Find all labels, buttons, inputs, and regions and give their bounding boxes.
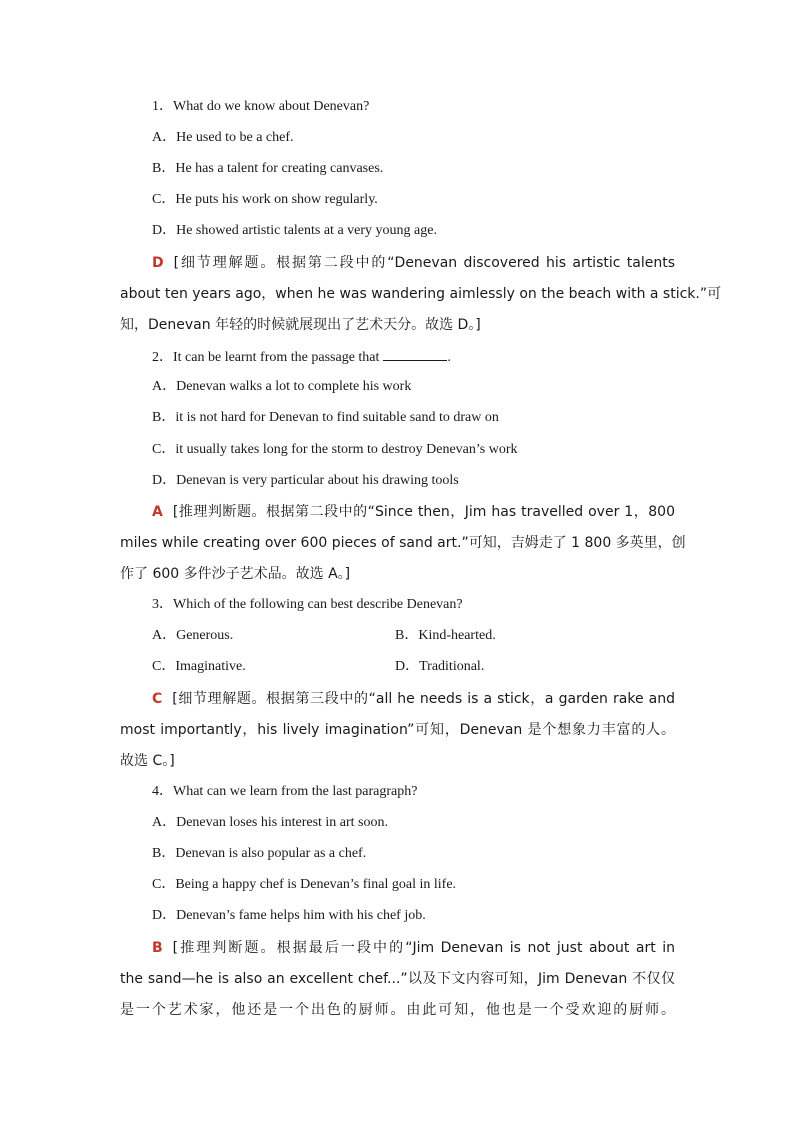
question-1-stem: 1．What do we know about Denevan? bbox=[152, 99, 370, 114]
question-2-answer: A bbox=[152, 504, 163, 520]
question-2-option-d: D．Denevan is very particular about his drawing tools bbox=[152, 473, 459, 488]
question-4-explanation-line-2: the sand—he is also an excellent chef...”以及下文内容可知，Jim Denevan 不仅仅 bbox=[120, 971, 675, 987]
question-1-explanation-line-2: about ten years ago，when he was wandering aimlessly on the beach with a stick.”可 bbox=[120, 286, 722, 302]
question-2-stem: 2．It can be learnt from the passage that . bbox=[152, 346, 451, 368]
question-2-option-c: C．it usually takes long for the storm to destroy Denevan’s work bbox=[152, 442, 518, 457]
answer-blank bbox=[383, 346, 447, 361]
question-2-explanation-line-3: 作了 600 多件沙子艺术品。故选 A。] bbox=[120, 566, 351, 582]
question-3-option-b: B．Kind-hearted. bbox=[395, 628, 496, 643]
question-1-option-a: A．He used to be a chef. bbox=[152, 130, 294, 145]
question-4-option-b: B．Denevan is also popular as a chef. bbox=[152, 846, 367, 861]
question-4-option-d: D．Denevan’s fame helps him with his chef job. bbox=[152, 908, 426, 923]
question-1-option-b: B．He has a talent for creating canvases. bbox=[152, 161, 384, 176]
question-2-explanation-line-2: miles while creating over 600 pieces of sand art.”可知，吉姆走了 1 800 多英里，创 bbox=[120, 535, 686, 551]
question-1-option-d: D．He showed artistic talents at a very young age. bbox=[152, 223, 437, 238]
question-3-stem: 3．Which of the following can best describe Denevan? bbox=[152, 597, 463, 612]
question-3-option-a: A．Generous. bbox=[152, 628, 234, 643]
question-1-explanation-line-1: D [细节理解题。根据第二段中的“Denevan discovered his artistic talents bbox=[152, 255, 675, 271]
question-2-option-b: B．it is not hard for Denevan to find suitable sand to draw on bbox=[152, 410, 499, 425]
question-3-explanation-line-2: most importantly，his lively imagination”可知，Denevan 是个想象力丰富的人。 bbox=[120, 722, 675, 738]
question-3-option-c: C．Imaginative. bbox=[152, 659, 246, 674]
question-1-option-c: C．He puts his work on show regularly. bbox=[152, 192, 378, 207]
question-1-answer: D bbox=[152, 255, 164, 271]
question-1-explanation-line-3: 知，Denevan 年轻的时候就展现出了艺术天分。故选 D。] bbox=[120, 317, 481, 333]
question-3-explanation-line-1: C [细节理解题。根据第三段中的“all he needs is a stick，a garden rake and bbox=[152, 691, 675, 707]
question-4-answer: B bbox=[152, 940, 163, 956]
question-3-option-d: D．Traditional. bbox=[395, 659, 485, 674]
question-4-explanation-line-3: 是一个艺术家，他还是一个出色的厨师。由此可知，他也是一个受欢迎的厨师。 bbox=[120, 1002, 675, 1018]
question-4-option-c: C．Being a happy chef is Denevan’s final goal in life. bbox=[152, 877, 457, 892]
question-2-option-a: A．Denevan walks a lot to complete his work bbox=[152, 379, 412, 394]
question-4-stem: 4．What can we learn from the last paragraph? bbox=[152, 784, 418, 799]
question-2-explanation-line-1: A [推理判断题。根据第二段中的“Since then，Jim has travelled over 1，800 bbox=[152, 504, 675, 520]
question-3-explanation-line-3: 故选 C。] bbox=[120, 753, 175, 769]
question-4-option-a: A．Denevan loses his interest in art soon. bbox=[152, 815, 389, 830]
question-4-explanation-line-1: B [推理判断题。根据最后一段中的“Jim Denevan is not just about art in bbox=[152, 940, 675, 956]
question-3-answer: C bbox=[152, 691, 163, 707]
